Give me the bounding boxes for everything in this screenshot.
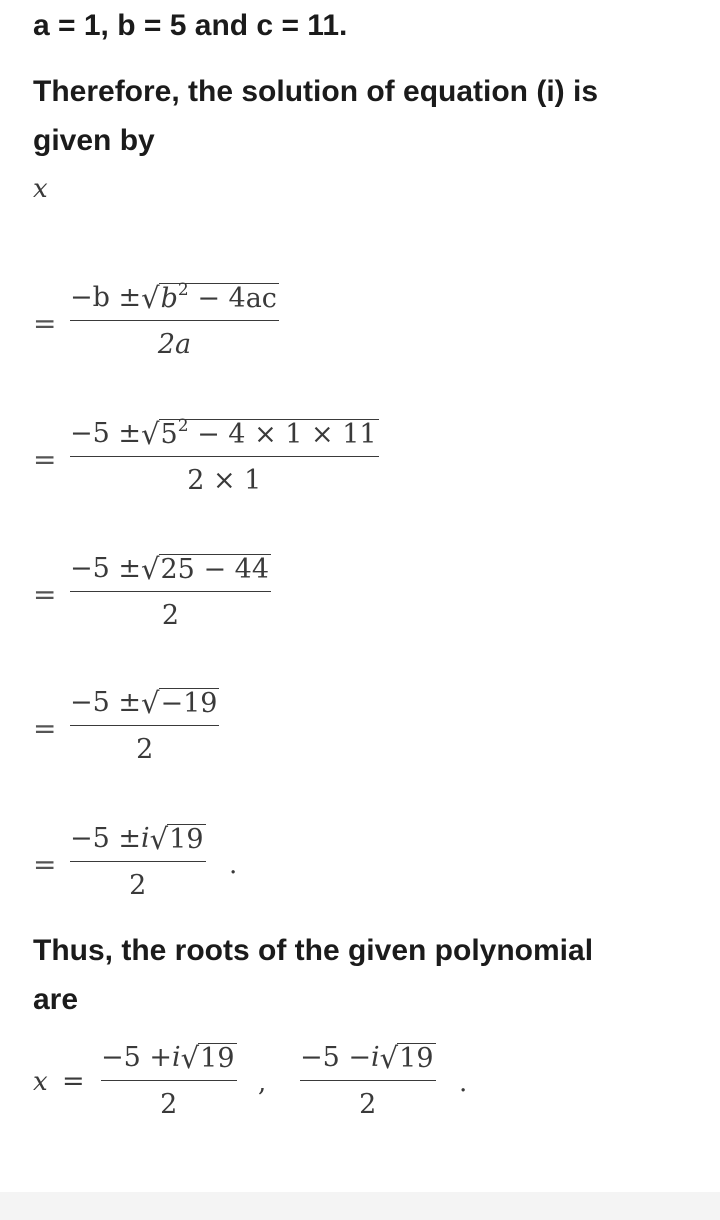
step3-equals: =: [33, 578, 57, 611]
step4-equals: =: [33, 712, 57, 745]
step3-fraction: [70, 553, 271, 632]
root2-num-prefix: −5 −: [300, 1042, 372, 1073]
step5-denominator: 2: [129, 870, 147, 901]
roots-x-variable: x: [33, 1067, 48, 1097]
root1-comma: ,: [258, 1068, 267, 1098]
solution-intro-line1: Therefore, the solution of equation (i) is: [33, 75, 599, 108]
step1-fraction: [70, 282, 279, 361]
step2-sqrt: [141, 418, 379, 450]
sqrt-symbol-icon: √: [141, 281, 160, 315]
root1-num-prefix: −5 +: [101, 1042, 173, 1073]
root2-sqrt: [380, 1042, 436, 1074]
step4-fraction: [70, 687, 219, 766]
bottom-divider-band: [0, 1192, 720, 1220]
step5-imaginary-unit: i: [141, 823, 150, 854]
step5-numerator: [70, 823, 206, 855]
root1-numerator: [101, 1042, 237, 1074]
roots-equals: =: [62, 1066, 85, 1097]
step3-sqrt: [141, 553, 271, 585]
step4-denominator: 2: [136, 734, 154, 765]
root2-fraction-bar: [300, 1080, 436, 1081]
step5-equals: =: [33, 848, 57, 881]
step3-num-prefix: −5 ±: [70, 553, 142, 584]
step1-fraction-bar: [70, 320, 279, 321]
step1-numerator: [70, 282, 279, 314]
step1-num-prefix: −b ±: [70, 282, 142, 313]
root1-fraction-bar: [101, 1080, 237, 1081]
conclusion-line1: Thus, the roots of the given polynomial: [33, 934, 594, 967]
sqrt-symbol-icon: √: [141, 686, 160, 720]
root2-radicand: 19: [399, 1043, 434, 1074]
step2-num-prefix: −5 ±: [70, 418, 142, 449]
step5-fraction: [70, 823, 206, 902]
step2-denominator: 2 × 1: [187, 465, 262, 496]
root2-numerator: [300, 1042, 436, 1074]
solution-intro-line2: given by: [33, 124, 155, 157]
root2-denominator: 2: [359, 1089, 377, 1120]
step5-sqrt: [150, 823, 206, 855]
conclusion-line2: are: [33, 983, 79, 1016]
root1-fraction: [101, 1042, 237, 1121]
root1-denominator: 2: [160, 1089, 178, 1120]
step5-period: .: [229, 850, 238, 880]
step2-radicand: $5^2 - 4 \times 1 \times 11$: [160, 416, 377, 450]
step1-equals: =: [33, 307, 57, 340]
step4-numerator: [70, 687, 219, 719]
sqrt-symbol-icon: √: [141, 552, 160, 586]
step3-fraction-bar: [70, 591, 271, 592]
x-variable: x: [33, 174, 48, 204]
step3-numerator: [70, 553, 271, 585]
step1-radicand: $b^2 - 4ac$: [160, 280, 277, 314]
root2-fraction: [300, 1042, 436, 1121]
step4-sqrt: [141, 687, 219, 719]
sqrt-symbol-icon: √: [141, 417, 160, 451]
step4-radicand: −19: [160, 688, 218, 719]
step2-fraction: [70, 418, 379, 497]
root2-period: .: [459, 1068, 468, 1098]
root1-imaginary-unit: i: [172, 1042, 181, 1073]
sqrt-symbol-icon: √: [149, 822, 169, 856]
step4-num-prefix: −5 ±: [70, 687, 142, 718]
sqrt-symbol-icon: √: [180, 1041, 200, 1075]
root2-imaginary-unit: i: [371, 1042, 380, 1073]
root1-sqrt: [181, 1042, 237, 1074]
step4-fraction-bar: [70, 725, 219, 726]
step1-sqrt: [141, 282, 279, 314]
step2-numerator: [70, 418, 379, 450]
step5-radicand: 19: [169, 824, 204, 855]
step3-radicand: 25 − 44: [160, 554, 270, 585]
sqrt-symbol-icon: √: [379, 1041, 399, 1075]
step1-denominator: 2a: [157, 329, 192, 360]
root1-radicand: 19: [200, 1043, 235, 1074]
step2-fraction-bar: [70, 456, 379, 457]
step5-fraction-bar: [70, 861, 206, 862]
step2-equals: =: [33, 443, 57, 476]
step3-denominator: 2: [161, 600, 180, 631]
step5-num-prefix: −5 ±: [70, 823, 142, 854]
values-line: a = 1, b = 5 and c = 11.: [33, 9, 348, 42]
